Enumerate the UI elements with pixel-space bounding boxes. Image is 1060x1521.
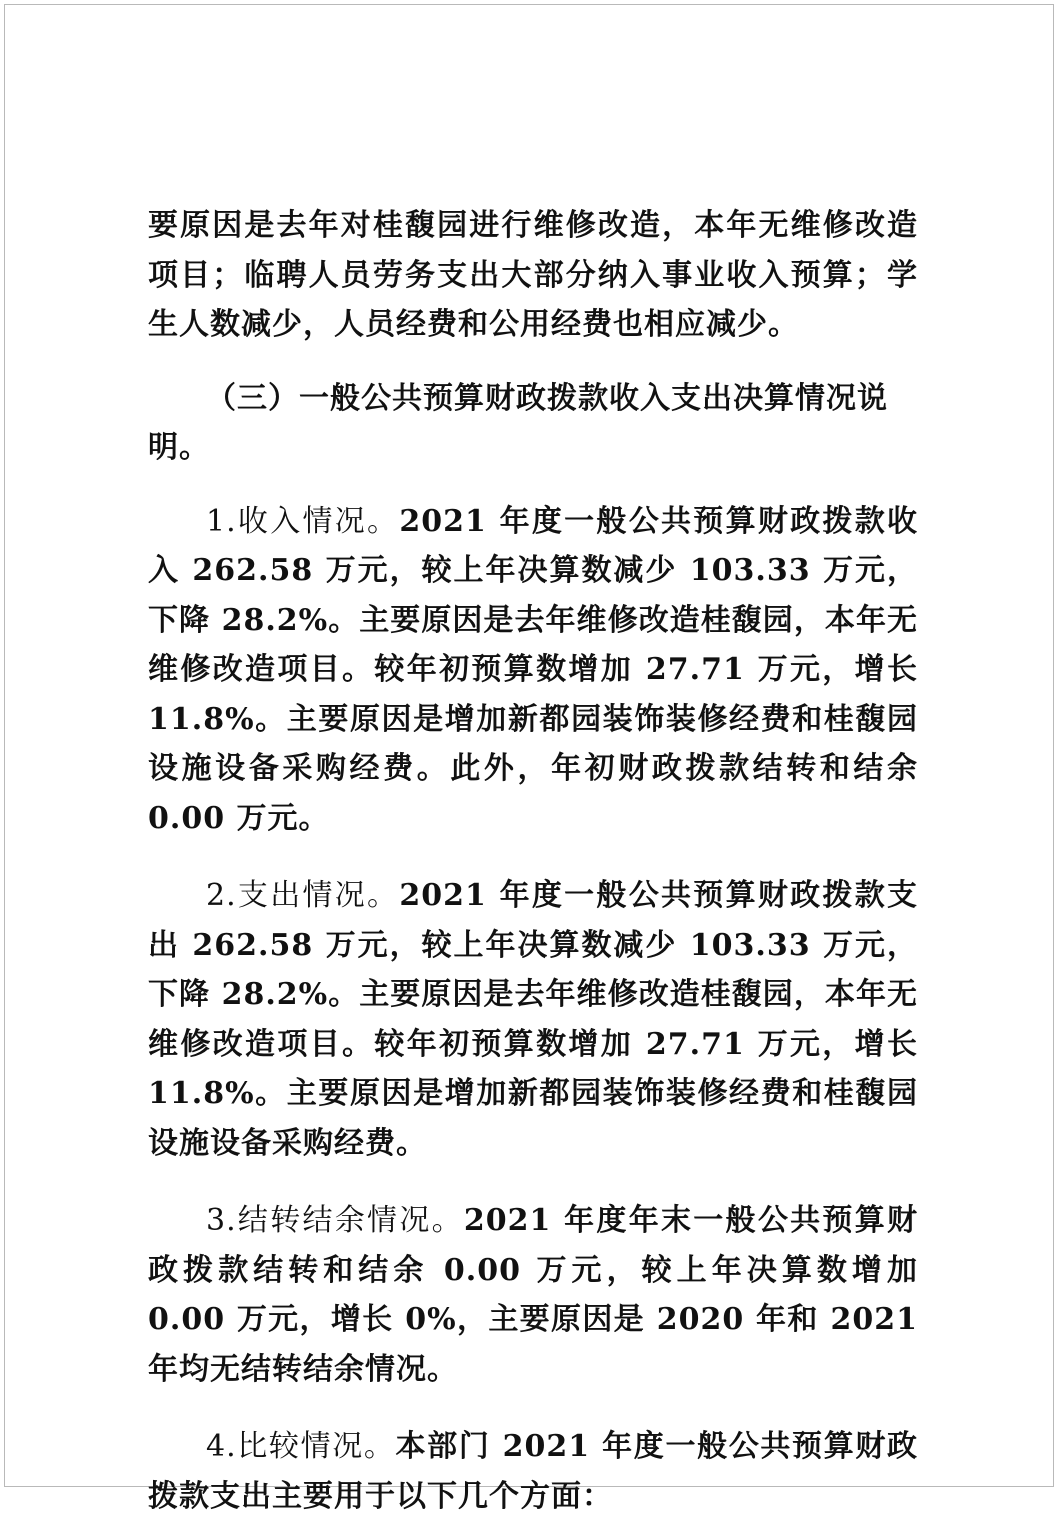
expenditure-text: 2021 年度一般公共预算财政拨款支出 262.58 万元，较上年决算数减少 103.33 万元，下降 28.2%。主要原因是去年维修改造桂馥园，本年无维修改造项目。较年初预算数增加 27.71 万元，增长 11.8%。主要原因是增加新都园装饰装修经费和桂馥园设施设备采购经费。 xyxy=(148,878,918,1161)
income-paragraph xyxy=(148,497,918,844)
expenditure-paragraph xyxy=(148,871,918,1168)
continuation-paragraph: 要原因是去年对桂馥园进行维修改造，本年无维修改造项目；临聘人员劳务支出大部分纳入事业收入预算；学生人数减少，人员经费和公用经费也相应减少。 xyxy=(148,208,918,342)
document-body xyxy=(148,201,918,1521)
section-heading: （三）一般公共预算财政拨款收入支出决算情况说明。 xyxy=(148,380,888,465)
expenditure-lead: 2.支出情况。 xyxy=(206,878,400,913)
income-lead: 1.收入情况。 xyxy=(206,503,400,539)
income-text: 2021 年度一般公共预算财政拨款收入 262.58 万元，较上年决算数减少 103.33 万元，下降 28.2%。主要原因是去年维修改造桂馥园，本年无维修改造项目。较年初预算数增加 27.71 万元，增长 11.8%。主要原因是增加新都园装饰装修经费和桂馥园设施设备采购经费。此外，年初财政拨款结转和结余 0.00 万元。 xyxy=(148,503,918,836)
carryover-lead: 3.结转结余情况。 xyxy=(206,1203,464,1238)
comparison-lead: 4.比较情况。 xyxy=(206,1429,396,1464)
carryover-text: 2021 年度年末一般公共预算财政拨款结转和结余 0.00 万元，较上年决算数增加 0.00 万元，增长 0%，主要原因是 2020 年和 2021 年均无结转结余情况。 xyxy=(148,1203,918,1387)
document-page xyxy=(4,4,1054,1514)
comparison-text: 本部门 2021 年度一般公共预算财政拨款支出主要用于以下几个方面： xyxy=(148,1429,919,1514)
carryover-paragraph xyxy=(148,1196,918,1394)
comparison-paragraph xyxy=(148,1422,918,1521)
